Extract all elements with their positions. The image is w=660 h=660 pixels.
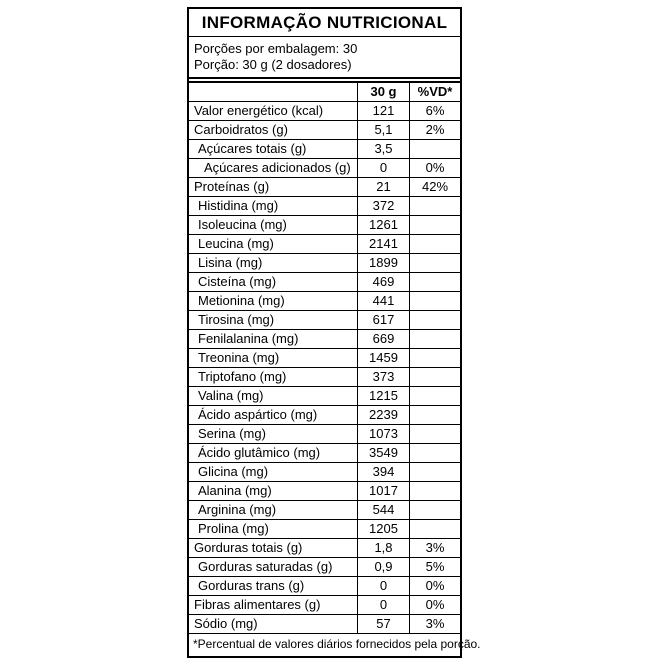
nutrient-amount: 441 [357,292,409,310]
nutrient-daily-value: 0% [409,159,460,177]
nutrient-label: Gorduras totais (g) [194,540,303,555]
nutrient-daily-value: 0% [409,596,460,614]
nutrient-amount: 617 [357,311,409,329]
table-row [189,520,460,539]
table-row [189,558,460,577]
nutrient-amount: 1205 [357,520,409,538]
nutrient-label: Carboidratos (g) [194,122,288,137]
table-body [189,102,460,634]
nutrient-label: Valina (mg) [198,388,264,403]
nutrient-label: Glicina (mg) [198,464,269,479]
table-row [189,292,460,311]
nutrient-amount: 3549 [357,444,409,462]
nutrient-amount: 669 [357,330,409,348]
nutrient-daily-value [409,482,460,500]
nutrient-daily-value: 6% [409,102,460,120]
nutrient-amount: 2239 [357,406,409,424]
nutrient-daily-value [409,254,460,272]
table-row [189,387,460,406]
nutrient-amount: 1215 [357,387,409,405]
nutrient-amount: 21 [357,178,409,196]
table-row [189,159,460,178]
nutrient-daily-value [409,444,460,462]
nutrition-facts-panel [187,7,481,658]
table-row [189,121,460,140]
nutrient-daily-value [409,368,460,386]
nutrient-daily-value [409,501,460,519]
table-header-row [189,83,460,102]
nutrient-label: Treonina (mg) [198,350,280,365]
nutrient-amount: 373 [357,368,409,386]
nutrient-amount: 394 [357,463,409,481]
nutrient-label: Isoleucina (mg) [198,217,287,232]
nutrient-amount: 1261 [357,216,409,234]
table-row [189,178,460,197]
column-header-blank [189,83,357,101]
nutrient-daily-value [409,425,460,443]
nutrient-daily-value: 5% [409,558,460,576]
nutrient-label: Prolina (mg) [198,521,269,536]
table-row [189,197,460,216]
table-row [189,501,460,520]
nutrient-amount: 0 [357,577,409,595]
serving-size: Porção: 30 g (2 dosadores) [194,57,352,72]
nutrient-label: Cisteína (mg) [198,274,277,289]
nutrient-amount: 5,1 [357,121,409,139]
serving-info [189,37,460,77]
nutrient-daily-value [409,311,460,329]
table-row [189,273,460,292]
nutrient-daily-value [409,197,460,215]
nutrient-label: Tirosina (mg) [198,312,275,327]
nutrient-amount: 372 [357,197,409,215]
nutrient-daily-value [409,330,460,348]
nutrient-label: Histidina (mg) [198,198,279,213]
column-header-amount: 30 g [357,83,409,101]
nutrient-amount: 1,8 [357,539,409,557]
nutrient-label: Ácido glutâmico (mg) [198,445,321,460]
nutrient-label: Triptofano (mg) [198,369,287,384]
nutrient-label: Valor energético (kcal) [194,103,324,118]
nutrient-label: Proteínas (g) [194,179,270,194]
table-row [189,577,460,596]
nutrient-daily-value [409,406,460,424]
nutrient-amount: 1017 [357,482,409,500]
nutrient-label: Gorduras trans (g) [198,578,305,593]
nutrient-label: Metionina (mg) [198,293,285,308]
nutrient-label: Fibras alimentares (g) [194,597,321,612]
table-row [189,596,460,615]
table-row [189,463,460,482]
nutrient-label: Leucina (mg) [198,236,274,251]
column-header-daily-value: %VD* [409,83,460,101]
panel-title: INFORMAÇÃO NUTRICIONAL [189,9,460,37]
table-row [189,235,460,254]
table-row [189,102,460,121]
nutrient-daily-value: 3% [409,615,460,633]
nutrient-daily-value [409,349,460,367]
nutrient-label: Serina (mg) [198,426,266,441]
table-row [189,368,460,387]
table-row [189,216,460,235]
nutrient-daily-value [409,387,460,405]
table-row [189,330,460,349]
nutrient-daily-value [409,235,460,253]
table-row [189,140,460,159]
nutrient-table [189,83,460,634]
nutrient-amount: 1459 [357,349,409,367]
nutrient-daily-value [409,273,460,291]
nutrient-daily-value [409,292,460,310]
nutrient-label: Sódio (mg) [194,616,258,631]
nutrient-daily-value: 3% [409,539,460,557]
nutrient-amount: 1899 [357,254,409,272]
nutrient-daily-value: 42% [409,178,460,196]
nutrient-daily-value: 0% [409,577,460,595]
nutrient-label: Gorduras saturadas (g) [198,559,333,574]
table-row [189,615,460,634]
table-row [189,444,460,463]
nutrient-amount: 0 [357,159,409,177]
nutrient-amount: 544 [357,501,409,519]
table-row [189,311,460,330]
nutrient-amount: 3,5 [357,140,409,158]
nutrient-label: Ácido aspártico (mg) [198,407,318,422]
nutrient-amount: 1073 [357,425,409,443]
table-row [189,254,460,273]
nutrient-daily-value [409,216,460,234]
nutrient-daily-value [409,140,460,158]
table-row [189,349,460,368]
nutrient-amount: 469 [357,273,409,291]
nutrient-amount: 0,9 [357,558,409,576]
nutrient-amount: 121 [357,102,409,120]
table-row [189,539,460,558]
nutrient-daily-value: 2% [409,121,460,139]
nutrient-amount: 57 [357,615,409,633]
servings-per-package: Porções por embalagem: 30 [194,41,358,56]
nutrient-daily-value [409,520,460,538]
nutrient-label: Lisina (mg) [198,255,263,270]
nutrient-label: Alanina (mg) [198,483,272,498]
nutrient-amount: 2141 [357,235,409,253]
footnote: *Percentual de valores diários fornecidos pela porção. [193,637,481,651]
table-row [189,425,460,444]
nutrient-label: Açúcares adicionados (g) [204,160,351,175]
nutrient-amount: 0 [357,596,409,614]
nutrient-label: Arginina (mg) [198,502,277,517]
nutrient-label: Fenilalanina (mg) [198,331,299,346]
nutrient-label: Açúcares totais (g) [198,141,307,156]
table-row [189,482,460,501]
nutrient-daily-value [409,463,460,481]
table-row [189,406,460,425]
